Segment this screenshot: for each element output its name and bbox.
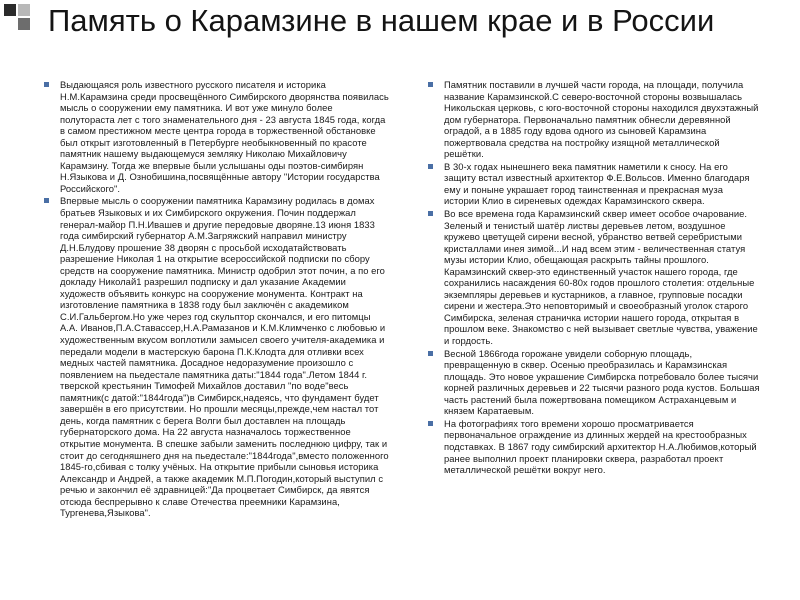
- bullet-icon: [428, 164, 433, 169]
- list-item: [428, 161, 760, 207]
- list-item: [428, 208, 760, 347]
- bullet-icon: [428, 351, 433, 356]
- bullet-icon: [428, 421, 433, 426]
- bullet-icon: [428, 82, 433, 87]
- deco-square-dark: [4, 4, 16, 16]
- deco-square-light: [18, 4, 30, 16]
- paragraph: Во все времена года Карамзинский сквер имеет особое очарование. Зеленый и тенистый шатёр листвы деревьев летом, воздушное кружево цветущей сирени весной, убранство ветвей серебристыми кристаллами инея зимой...И над всем этим - величественная статуя музы истории Клио, обещающая раскрыть тайны прошлого. Карамзинский сквер-это единственный участок нашего города, где сохранились насаждения 60-80х годов прошлого столетия: отдельные экземпляры деревьев и кустарников, а главное, групповые посадки сирени и жестера.Это неповторимый и своеобразный уголок старого Симбирска, зеленая страничка истории нашего города, открытая в прошлом веке. Знакомство с ней вызывает светлые чувства, уважение и гордость.: [444, 208, 758, 347]
- bullet-icon: [44, 82, 49, 87]
- right-text-column: [428, 79, 760, 477]
- list-item: [428, 418, 760, 476]
- paragraph: В 30-х годах нынешнего века памятник наметили к сносу. На его защиту встал известный архитектор Ф.Е.Вольсов. Именно благодаря ему и поныне украшает город таинственная и прекрасная муза истории Клио в сиреневых одеждах Карамзинского сквера.: [444, 160, 750, 207]
- paragraph: Весной 1866года горожане увидели соборную площадь, превращенную в сквер. Осенью преобразилась и Карамзинская площадь. Это новое украшение Симбирска потребовало более тысячи корней различных деревьев и 22 тысячи разного рода кустов. Большая часть растений была пожертвована помещиком Астраханцевым и князем Каратаевым.: [444, 347, 760, 417]
- list-item: [428, 348, 760, 417]
- deco-square-mid: [18, 18, 30, 30]
- paragraph: Выдающаяся роль известного русского писателя и историка Н.М.Карамзина среди просвещённого Симбирского дворянства появилась мысль о сооружении ему памятника. И вот уже минуло более полутораста лет с того знаменательного дня - 23 августа 1845 года, когда в самом престижном месте центра города в торжественной обстановке был открыт изготовленный в Петербурге необыкновенный по красоте памятник нашему выдающемуся земляку Николаю Михайловичу Карамзину. Тогда же впервые были услышаны оды поэтов-симбирян Н.Языкова и Д. Ознобишина,посвящённые автору "Истории государства Российского".: [60, 79, 389, 194]
- slide-title: Память о Карамзине в нашем крае и в России: [48, 3, 715, 38]
- right-bullet-list: [428, 79, 760, 476]
- title-bar: [0, 0, 800, 60]
- paragraph: На фотографиях того времени хорошо просматривается первоначальное ограждение из длинных жердей на крестообразных подставках. В 1867 году симбирский архитектор Н.А.Любимов,который ранее выполнил проект планировки сквера, разработал проект металлической решётки вокруг него.: [444, 417, 757, 476]
- left-text-column: [44, 79, 389, 520]
- paragraph: Памятник поставили в лучшей части города, на площади, получила название Карамзинской.С северо-восточной стороны возвышалась Никольская церковь, с юго-восточной стороны находился двухэтажный дом губернатора. Первоначально памятник обнесли деревянной оградой, а в 1885 году вдова одного из сыновей Карамзина пожертвовала средства на постройку изящной металлической решётки.: [444, 79, 759, 160]
- left-bullet-list: [44, 79, 389, 519]
- paragraph: Впервые мысль о сооружении памятника Карамзину родилась в домах братьев Языковых и их Симбирского окружения. Почин поддержал генерал-майор П.Н.Ивашев и другие передовые дворяне.13 июня 1833 года симбирский губернатор А.М.Загряжский направил министру Д.Н.Блудову прошение 38 дворян с просьбой исходатайствовать разрешение Николая 1 на открытие всероссийской подписки по сбору средств на сооружение памятника. Министр одобрил этот почин, а по его докладу Николай1 разрешил подписку и дал указание Академии художеств объявить конкурс на сооружение монумента. Контракт на изготовление памятника в 1838 году был заключён с академиком С.И.Гальбергом.Но уже через год скульптор скончался, и его питомцы А.А. Иванов,П.А.Ставассер,Н.А.Рамазанов и К.М.Климченко с любовью и художественным вкусом воплотили замысел своего учителя-академика и передали модели в мастерскую барона П.К.Клодта для отливки всех медных частей памятника. Досадное недоразумение произошло с появлением на пьедестале памятника даты:"1844 года".Летом 1844 г. тверской крестьянин Тимофей Михайлов доставил "по воде"весь памятник(с датой:"1844года")в Симбирск,надеясь, что фундамент будет завершён в его присутствии. Но прошли месяцы,прежде,чем настал тот день, когда памятник с берега Волги был доставлен на площадь губернаторского дома. На 22 августа назначалось торжественное открытие монумента. В спешке забыли заменить последнюю цифру, так и стоит до сегодняшнего дня на пьедестале:"1844года",вместо положенного 1845-го,сбивая с толку учёных. На открытие прибыли сыновья историка Александр и Андрей, а также академик М.П.Погодин,который выступил с речью и закончил её здравницей:"Да процветает Симбирск, да явятся отсюда беспрерывно к славе Отечества преемники Карамзина, Тургенева,Языкова".: [60, 195, 389, 519]
- bullet-icon: [428, 211, 433, 216]
- list-item: [44, 79, 389, 194]
- list-item: [44, 195, 389, 518]
- list-item: [428, 79, 760, 160]
- bullet-icon: [44, 198, 49, 203]
